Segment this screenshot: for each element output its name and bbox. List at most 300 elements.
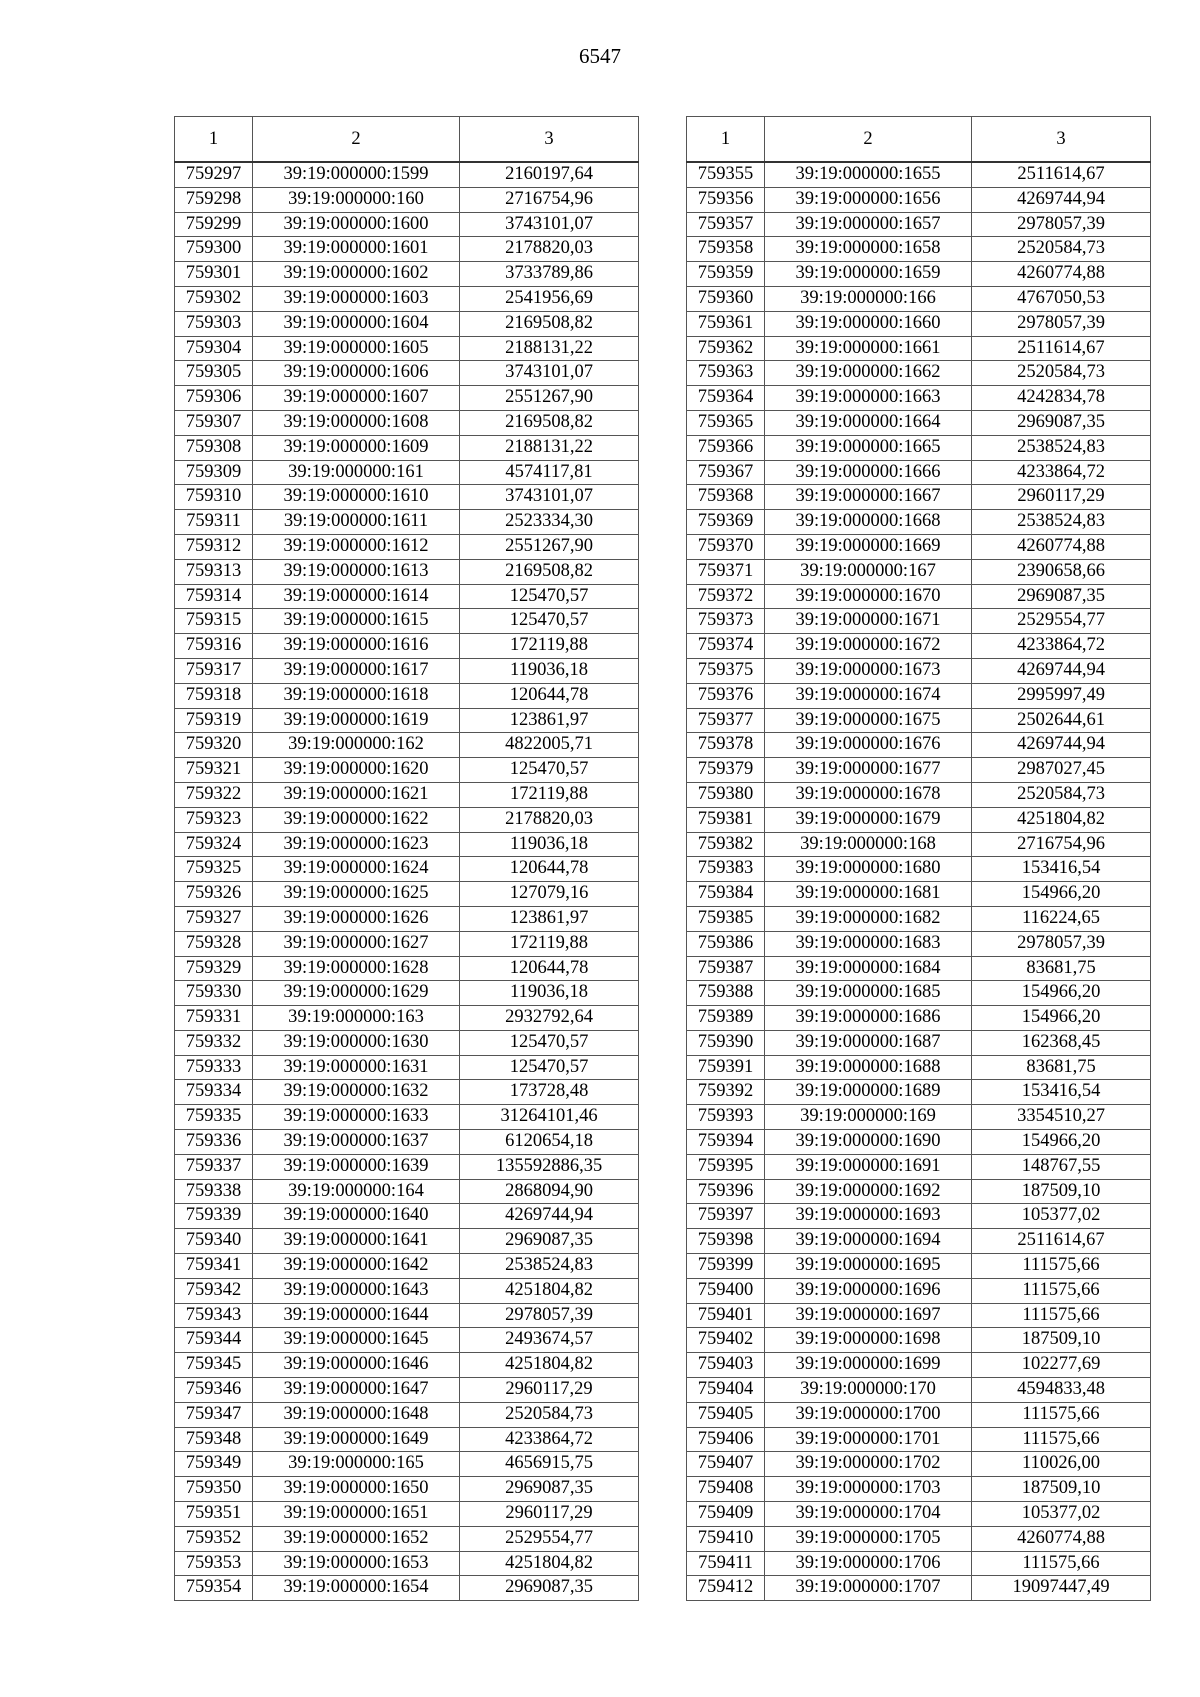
table-row	[175, 1328, 639, 1353]
value-cell: 2932792,64	[460, 1006, 639, 1031]
row-number-cell: 759333	[175, 1055, 253, 1080]
cadastral-number-cell: 39:19:000000:1704	[765, 1502, 972, 1527]
cadastral-number-cell: 39:19:000000:1652	[253, 1526, 460, 1551]
cadastral-number-cell: 39:19:000000:1608	[253, 410, 460, 435]
cadastral-number-cell: 39:19:000000:1663	[765, 386, 972, 411]
row-number-cell: 759324	[175, 832, 253, 857]
value-cell: 4242834,78	[972, 386, 1151, 411]
row-number-cell: 759391	[687, 1055, 765, 1080]
value-cell: 2716754,96	[460, 187, 639, 212]
value-cell: 2529554,77	[972, 609, 1151, 634]
table-row	[687, 807, 1151, 832]
table-row	[687, 584, 1151, 609]
cadastral-number-cell: 39:19:000000:1605	[253, 336, 460, 361]
cadastral-number-cell: 39:19:000000:1633	[253, 1105, 460, 1130]
value-cell: 154966,20	[972, 882, 1151, 907]
value-cell: 187509,10	[972, 1179, 1151, 1204]
row-number-cell: 759322	[175, 782, 253, 807]
cadastral-number-cell: 39:19:000000:170	[765, 1378, 972, 1403]
table-row	[687, 1328, 1151, 1353]
table-row	[175, 1353, 639, 1378]
cadastral-number-cell: 39:19:000000:1664	[765, 410, 972, 435]
table-row	[175, 708, 639, 733]
value-cell: 105377,02	[972, 1204, 1151, 1229]
value-cell: 2169508,82	[460, 559, 639, 584]
row-number-cell: 759304	[175, 336, 253, 361]
table-row	[687, 758, 1151, 783]
row-number-cell: 759410	[687, 1526, 765, 1551]
table-row	[175, 410, 639, 435]
row-number-cell: 759311	[175, 510, 253, 535]
cadastral-number-cell: 39:19:000000:1675	[765, 708, 972, 733]
value-cell: 2502644,61	[972, 708, 1151, 733]
row-number-cell: 759325	[175, 857, 253, 882]
table-row	[687, 1378, 1151, 1403]
cadastral-number-cell: 39:19:000000:162	[253, 733, 460, 758]
value-cell: 173728,48	[460, 1080, 639, 1105]
value-cell: 2169508,82	[460, 311, 639, 336]
table-row	[687, 1055, 1151, 1080]
cadastral-number-cell: 39:19:000000:163	[253, 1006, 460, 1031]
row-number-cell: 759382	[687, 832, 765, 857]
row-number-cell: 759349	[175, 1452, 253, 1477]
row-number-cell: 759361	[687, 311, 765, 336]
cadastral-number-cell: 39:19:000000:1657	[765, 212, 972, 237]
table-row	[687, 1006, 1151, 1031]
value-cell: 4233864,72	[972, 634, 1151, 659]
cadastral-number-cell: 39:19:000000:1660	[765, 311, 972, 336]
value-cell: 2987027,45	[972, 758, 1151, 783]
table-row	[175, 1427, 639, 1452]
table-row	[175, 1154, 639, 1179]
column-header: 2	[765, 117, 972, 163]
value-cell: 153416,54	[972, 857, 1151, 882]
right-table-body	[687, 162, 1151, 1601]
cadastral-number-cell: 39:19:000000:1661	[765, 336, 972, 361]
row-number-cell: 759404	[687, 1378, 765, 1403]
row-number-cell: 759316	[175, 634, 253, 659]
cadastral-number-cell: 39:19:000000:1669	[765, 534, 972, 559]
row-number-cell: 759300	[175, 237, 253, 262]
table-row	[687, 981, 1151, 1006]
cadastral-number-cell: 39:19:000000:1679	[765, 807, 972, 832]
row-number-cell: 759406	[687, 1427, 765, 1452]
cadastral-number-cell: 39:19:000000:1666	[765, 460, 972, 485]
value-cell: 2541956,69	[460, 286, 639, 311]
row-number-cell: 759307	[175, 410, 253, 435]
table-row	[687, 906, 1151, 931]
row-number-cell: 759355	[687, 162, 765, 187]
value-cell: 2551267,90	[460, 534, 639, 559]
table-row	[175, 782, 639, 807]
value-cell: 4767050,53	[972, 286, 1151, 311]
row-number-cell: 759395	[687, 1154, 765, 1179]
value-cell: 83681,75	[972, 956, 1151, 981]
row-number-cell: 759347	[175, 1402, 253, 1427]
row-number-cell: 759301	[175, 262, 253, 287]
cadastral-number-cell: 39:19:000000:1625	[253, 882, 460, 907]
cadastral-number-cell: 39:19:000000:1678	[765, 782, 972, 807]
row-number-cell: 759398	[687, 1229, 765, 1254]
row-number-cell: 759376	[687, 683, 765, 708]
value-cell: 2960117,29	[460, 1502, 639, 1527]
table-row	[175, 1030, 639, 1055]
value-cell: 172119,88	[460, 782, 639, 807]
value-cell: 123861,97	[460, 708, 639, 733]
cadastral-number-cell: 39:19:000000:1647	[253, 1378, 460, 1403]
value-cell: 2960117,29	[972, 485, 1151, 510]
value-cell: 135592886,35	[460, 1154, 639, 1179]
cadastral-number-cell: 39:19:000000:1618	[253, 683, 460, 708]
table-row	[175, 658, 639, 683]
table-row	[175, 559, 639, 584]
value-cell: 2969087,35	[460, 1576, 639, 1601]
table-row	[687, 1502, 1151, 1527]
row-number-cell: 759340	[175, 1229, 253, 1254]
row-number-cell: 759364	[687, 386, 765, 411]
table-row	[175, 1452, 639, 1477]
row-number-cell: 759388	[687, 981, 765, 1006]
row-number-cell: 759386	[687, 931, 765, 956]
cadastral-number-cell: 39:19:000000:1607	[253, 386, 460, 411]
value-cell: 4269744,94	[972, 658, 1151, 683]
column-header: 3	[460, 117, 639, 163]
cadastral-number-cell: 39:19:000000:1682	[765, 906, 972, 931]
value-cell: 4574117,81	[460, 460, 639, 485]
cadastral-number-cell: 39:19:000000:1609	[253, 435, 460, 460]
value-cell: 3743101,07	[460, 212, 639, 237]
row-number-cell: 759298	[175, 187, 253, 212]
cadastral-number-cell: 39:19:000000:1673	[765, 658, 972, 683]
header-row	[175, 117, 639, 163]
value-cell: 4269744,94	[972, 187, 1151, 212]
row-number-cell: 759400	[687, 1278, 765, 1303]
row-number-cell: 759320	[175, 733, 253, 758]
value-cell: 2978057,39	[460, 1303, 639, 1328]
table-row	[687, 1130, 1151, 1155]
table-row	[175, 237, 639, 262]
row-number-cell: 759323	[175, 807, 253, 832]
table-row	[175, 1378, 639, 1403]
value-cell: 2520584,73	[460, 1402, 639, 1427]
cadastral-number-cell: 39:19:000000:1616	[253, 634, 460, 659]
table-row	[687, 1402, 1151, 1427]
table-row	[175, 1526, 639, 1551]
cadastral-number-cell: 39:19:000000:1685	[765, 981, 972, 1006]
right-table	[686, 116, 1151, 1601]
value-cell: 105377,02	[972, 1502, 1151, 1527]
value-cell: 4594833,48	[972, 1378, 1151, 1403]
row-number-cell: 759394	[687, 1130, 765, 1155]
value-cell: 3743101,07	[460, 361, 639, 386]
cadastral-number-cell: 39:19:000000:1689	[765, 1080, 972, 1105]
table-row	[175, 981, 639, 1006]
cadastral-number-cell: 39:19:000000:1632	[253, 1080, 460, 1105]
row-number-cell: 759360	[687, 286, 765, 311]
cadastral-number-cell: 39:19:000000:1599	[253, 162, 460, 187]
cadastral-number-cell: 39:19:000000:1667	[765, 485, 972, 510]
value-cell: 2178820,03	[460, 807, 639, 832]
cadastral-number-cell: 39:19:000000:1619	[253, 708, 460, 733]
value-cell: 4260774,88	[972, 1526, 1151, 1551]
value-cell: 2188131,22	[460, 435, 639, 460]
cadastral-number-cell: 39:19:000000:1690	[765, 1130, 972, 1155]
table-row	[687, 1204, 1151, 1229]
row-number-cell: 759321	[175, 758, 253, 783]
table-row	[175, 1055, 639, 1080]
row-number-cell: 759346	[175, 1378, 253, 1403]
value-cell: 4233864,72	[460, 1427, 639, 1452]
value-cell: 2188131,22	[460, 336, 639, 361]
cadastral-number-cell: 39:19:000000:1674	[765, 683, 972, 708]
cadastral-number-cell: 39:19:000000:1653	[253, 1551, 460, 1576]
cadastral-number-cell: 39:19:000000:1688	[765, 1055, 972, 1080]
table-row	[687, 262, 1151, 287]
table-row	[175, 683, 639, 708]
cadastral-number-cell: 39:19:000000:1626	[253, 906, 460, 931]
table-row	[687, 460, 1151, 485]
value-cell: 110026,00	[972, 1452, 1151, 1477]
cadastral-number-cell: 39:19:000000:1621	[253, 782, 460, 807]
row-number-cell: 759408	[687, 1477, 765, 1502]
row-number-cell: 759401	[687, 1303, 765, 1328]
cadastral-number-cell: 39:19:000000:1644	[253, 1303, 460, 1328]
cadastral-number-cell: 39:19:000000:1692	[765, 1179, 972, 1204]
value-cell: 4251804,82	[460, 1353, 639, 1378]
value-cell: 2969087,35	[460, 1229, 639, 1254]
cadastral-number-cell: 39:19:000000:1684	[765, 956, 972, 981]
cadastral-number-cell: 39:19:000000:1613	[253, 559, 460, 584]
cadastral-number-cell: 39:19:000000:1700	[765, 1402, 972, 1427]
value-cell: 4251804,82	[972, 807, 1151, 832]
table-row	[175, 1551, 639, 1576]
table-row	[687, 1154, 1151, 1179]
table-row	[175, 361, 639, 386]
row-number-cell: 759306	[175, 386, 253, 411]
value-cell: 119036,18	[460, 658, 639, 683]
value-cell: 111575,66	[972, 1254, 1151, 1279]
cadastral-number-cell: 39:19:000000:1637	[253, 1130, 460, 1155]
column-header: 1	[687, 117, 765, 163]
table-row	[175, 906, 639, 931]
row-number-cell: 759389	[687, 1006, 765, 1031]
cadastral-number-cell: 39:19:000000:1610	[253, 485, 460, 510]
row-number-cell: 759377	[687, 708, 765, 733]
table-row	[687, 1477, 1151, 1502]
table-row	[175, 931, 639, 956]
cadastral-number-cell: 39:19:000000:1623	[253, 832, 460, 857]
row-number-cell: 759407	[687, 1452, 765, 1477]
row-number-cell: 759336	[175, 1130, 253, 1155]
row-number-cell: 759379	[687, 758, 765, 783]
row-number-cell: 759303	[175, 311, 253, 336]
table-row	[687, 1229, 1151, 1254]
value-cell: 123861,97	[460, 906, 639, 931]
cadastral-number-cell: 39:19:000000:1612	[253, 534, 460, 559]
cadastral-number-cell: 39:19:000000:1624	[253, 857, 460, 882]
value-cell: 111575,66	[972, 1551, 1151, 1576]
value-cell: 4260774,88	[972, 534, 1151, 559]
value-cell: 2538524,83	[460, 1254, 639, 1279]
cadastral-number-cell: 39:19:000000:168	[765, 832, 972, 857]
value-cell: 83681,75	[972, 1055, 1151, 1080]
table-row	[687, 609, 1151, 634]
row-number-cell: 759351	[175, 1502, 253, 1527]
table-row	[175, 1477, 639, 1502]
table-row	[687, 187, 1151, 212]
cadastral-number-cell: 39:19:000000:1651	[253, 1502, 460, 1527]
cadastral-number-cell: 39:19:000000:1627	[253, 931, 460, 956]
table-row	[687, 1576, 1151, 1601]
table-row	[687, 435, 1151, 460]
table-row	[687, 956, 1151, 981]
value-cell: 3733789,86	[460, 262, 639, 287]
value-cell: 4656915,75	[460, 1452, 639, 1477]
cadastral-number-cell: 39:19:000000:1693	[765, 1204, 972, 1229]
cadastral-number-cell: 39:19:000000:1642	[253, 1254, 460, 1279]
row-number-cell: 759370	[687, 534, 765, 559]
cadastral-number-cell: 39:19:000000:1698	[765, 1328, 972, 1353]
table-row	[175, 1080, 639, 1105]
cadastral-number-cell: 39:19:000000:1620	[253, 758, 460, 783]
row-number-cell: 759412	[687, 1576, 765, 1601]
cadastral-number-cell: 39:19:000000:1656	[765, 187, 972, 212]
row-number-cell: 759372	[687, 584, 765, 609]
row-number-cell: 759305	[175, 361, 253, 386]
cadastral-number-cell: 39:19:000000:1707	[765, 1576, 972, 1601]
table-row	[175, 460, 639, 485]
value-cell: 125470,57	[460, 609, 639, 634]
row-number-cell: 759314	[175, 584, 253, 609]
value-cell: 153416,54	[972, 1080, 1151, 1105]
row-number-cell: 759365	[687, 410, 765, 435]
table-row	[175, 1402, 639, 1427]
table-row	[687, 1030, 1151, 1055]
row-number-cell: 759354	[175, 1576, 253, 1601]
table-row	[175, 857, 639, 882]
cadastral-number-cell: 39:19:000000:1659	[765, 262, 972, 287]
cadastral-number-cell: 39:19:000000:1697	[765, 1303, 972, 1328]
value-cell: 154966,20	[972, 981, 1151, 1006]
value-cell: 4260774,88	[972, 262, 1151, 287]
cadastral-number-cell: 39:19:000000:1658	[765, 237, 972, 262]
table-row	[687, 782, 1151, 807]
row-number-cell: 759393	[687, 1105, 765, 1130]
row-number-cell: 759297	[175, 162, 253, 187]
cadastral-number-cell: 39:19:000000:1600	[253, 212, 460, 237]
cadastral-number-cell: 39:19:000000:1702	[765, 1452, 972, 1477]
row-number-cell: 759367	[687, 460, 765, 485]
table-row	[175, 1576, 639, 1601]
value-cell: 2390658,66	[972, 559, 1151, 584]
value-cell: 187509,10	[972, 1477, 1151, 1502]
table-row	[175, 882, 639, 907]
cadastral-number-cell: 39:19:000000:1655	[765, 162, 972, 187]
table-row	[687, 634, 1151, 659]
table-row	[687, 1526, 1151, 1551]
value-cell: 125470,57	[460, 758, 639, 783]
row-number-cell: 759326	[175, 882, 253, 907]
cadastral-number-cell: 39:19:000000:1668	[765, 510, 972, 535]
table-row	[175, 485, 639, 510]
table-row	[175, 1179, 639, 1204]
row-number-cell: 759315	[175, 609, 253, 634]
cadastral-number-cell: 39:19:000000:1670	[765, 584, 972, 609]
value-cell: 2160197,64	[460, 162, 639, 187]
value-cell: 2511614,67	[972, 1229, 1151, 1254]
value-cell: 4251804,82	[460, 1551, 639, 1576]
value-cell: 4233864,72	[972, 460, 1151, 485]
row-number-cell: 759409	[687, 1502, 765, 1527]
row-number-cell: 759385	[687, 906, 765, 931]
row-number-cell: 759342	[175, 1278, 253, 1303]
value-cell: 2978057,39	[972, 311, 1151, 336]
row-number-cell: 759345	[175, 1353, 253, 1378]
table-row	[687, 1353, 1151, 1378]
cadastral-number-cell: 39:19:000000:1649	[253, 1427, 460, 1452]
row-number-cell: 759359	[687, 262, 765, 287]
row-number-cell: 759299	[175, 212, 253, 237]
table-row	[687, 931, 1151, 956]
table-row	[175, 1130, 639, 1155]
value-cell: 4251804,82	[460, 1278, 639, 1303]
cadastral-number-cell: 39:19:000000:166	[765, 286, 972, 311]
table-row	[175, 634, 639, 659]
row-number-cell: 759312	[175, 534, 253, 559]
row-number-cell: 759397	[687, 1204, 765, 1229]
row-number-cell: 759357	[687, 212, 765, 237]
table-row	[687, 410, 1151, 435]
value-cell: 111575,66	[972, 1303, 1151, 1328]
row-number-cell: 759403	[687, 1353, 765, 1378]
table-row	[175, 212, 639, 237]
row-number-cell: 759368	[687, 485, 765, 510]
header-row	[687, 117, 1151, 163]
table-row	[687, 361, 1151, 386]
row-number-cell: 759358	[687, 237, 765, 262]
table-row	[687, 658, 1151, 683]
page-number: 6547	[579, 44, 621, 68]
row-number-cell: 759366	[687, 435, 765, 460]
cadastral-number-cell: 39:19:000000:1615	[253, 609, 460, 634]
cadastral-number-cell: 39:19:000000:1671	[765, 609, 972, 634]
table-row	[687, 286, 1151, 311]
table-row	[175, 1105, 639, 1130]
table-row	[687, 1452, 1151, 1477]
value-cell: 2538524,83	[972, 435, 1151, 460]
row-number-cell: 759341	[175, 1254, 253, 1279]
cadastral-number-cell: 39:19:000000:1691	[765, 1154, 972, 1179]
table-row	[175, 584, 639, 609]
value-cell: 2995997,49	[972, 683, 1151, 708]
value-cell: 2520584,73	[972, 782, 1151, 807]
value-cell: 125470,57	[460, 584, 639, 609]
table-row	[175, 1204, 639, 1229]
cadastral-number-cell: 39:19:000000:1630	[253, 1030, 460, 1055]
table-row	[687, 1105, 1151, 1130]
table-row	[687, 1179, 1151, 1204]
table-row	[175, 956, 639, 981]
table-row	[175, 1278, 639, 1303]
cadastral-number-cell: 39:19:000000:1687	[765, 1030, 972, 1055]
value-cell: 125470,57	[460, 1030, 639, 1055]
table-row	[175, 162, 639, 187]
value-cell: 187509,10	[972, 1328, 1151, 1353]
row-number-cell: 759384	[687, 882, 765, 907]
table-row	[175, 1502, 639, 1527]
cadastral-number-cell: 39:19:000000:1676	[765, 733, 972, 758]
row-number-cell: 759343	[175, 1303, 253, 1328]
